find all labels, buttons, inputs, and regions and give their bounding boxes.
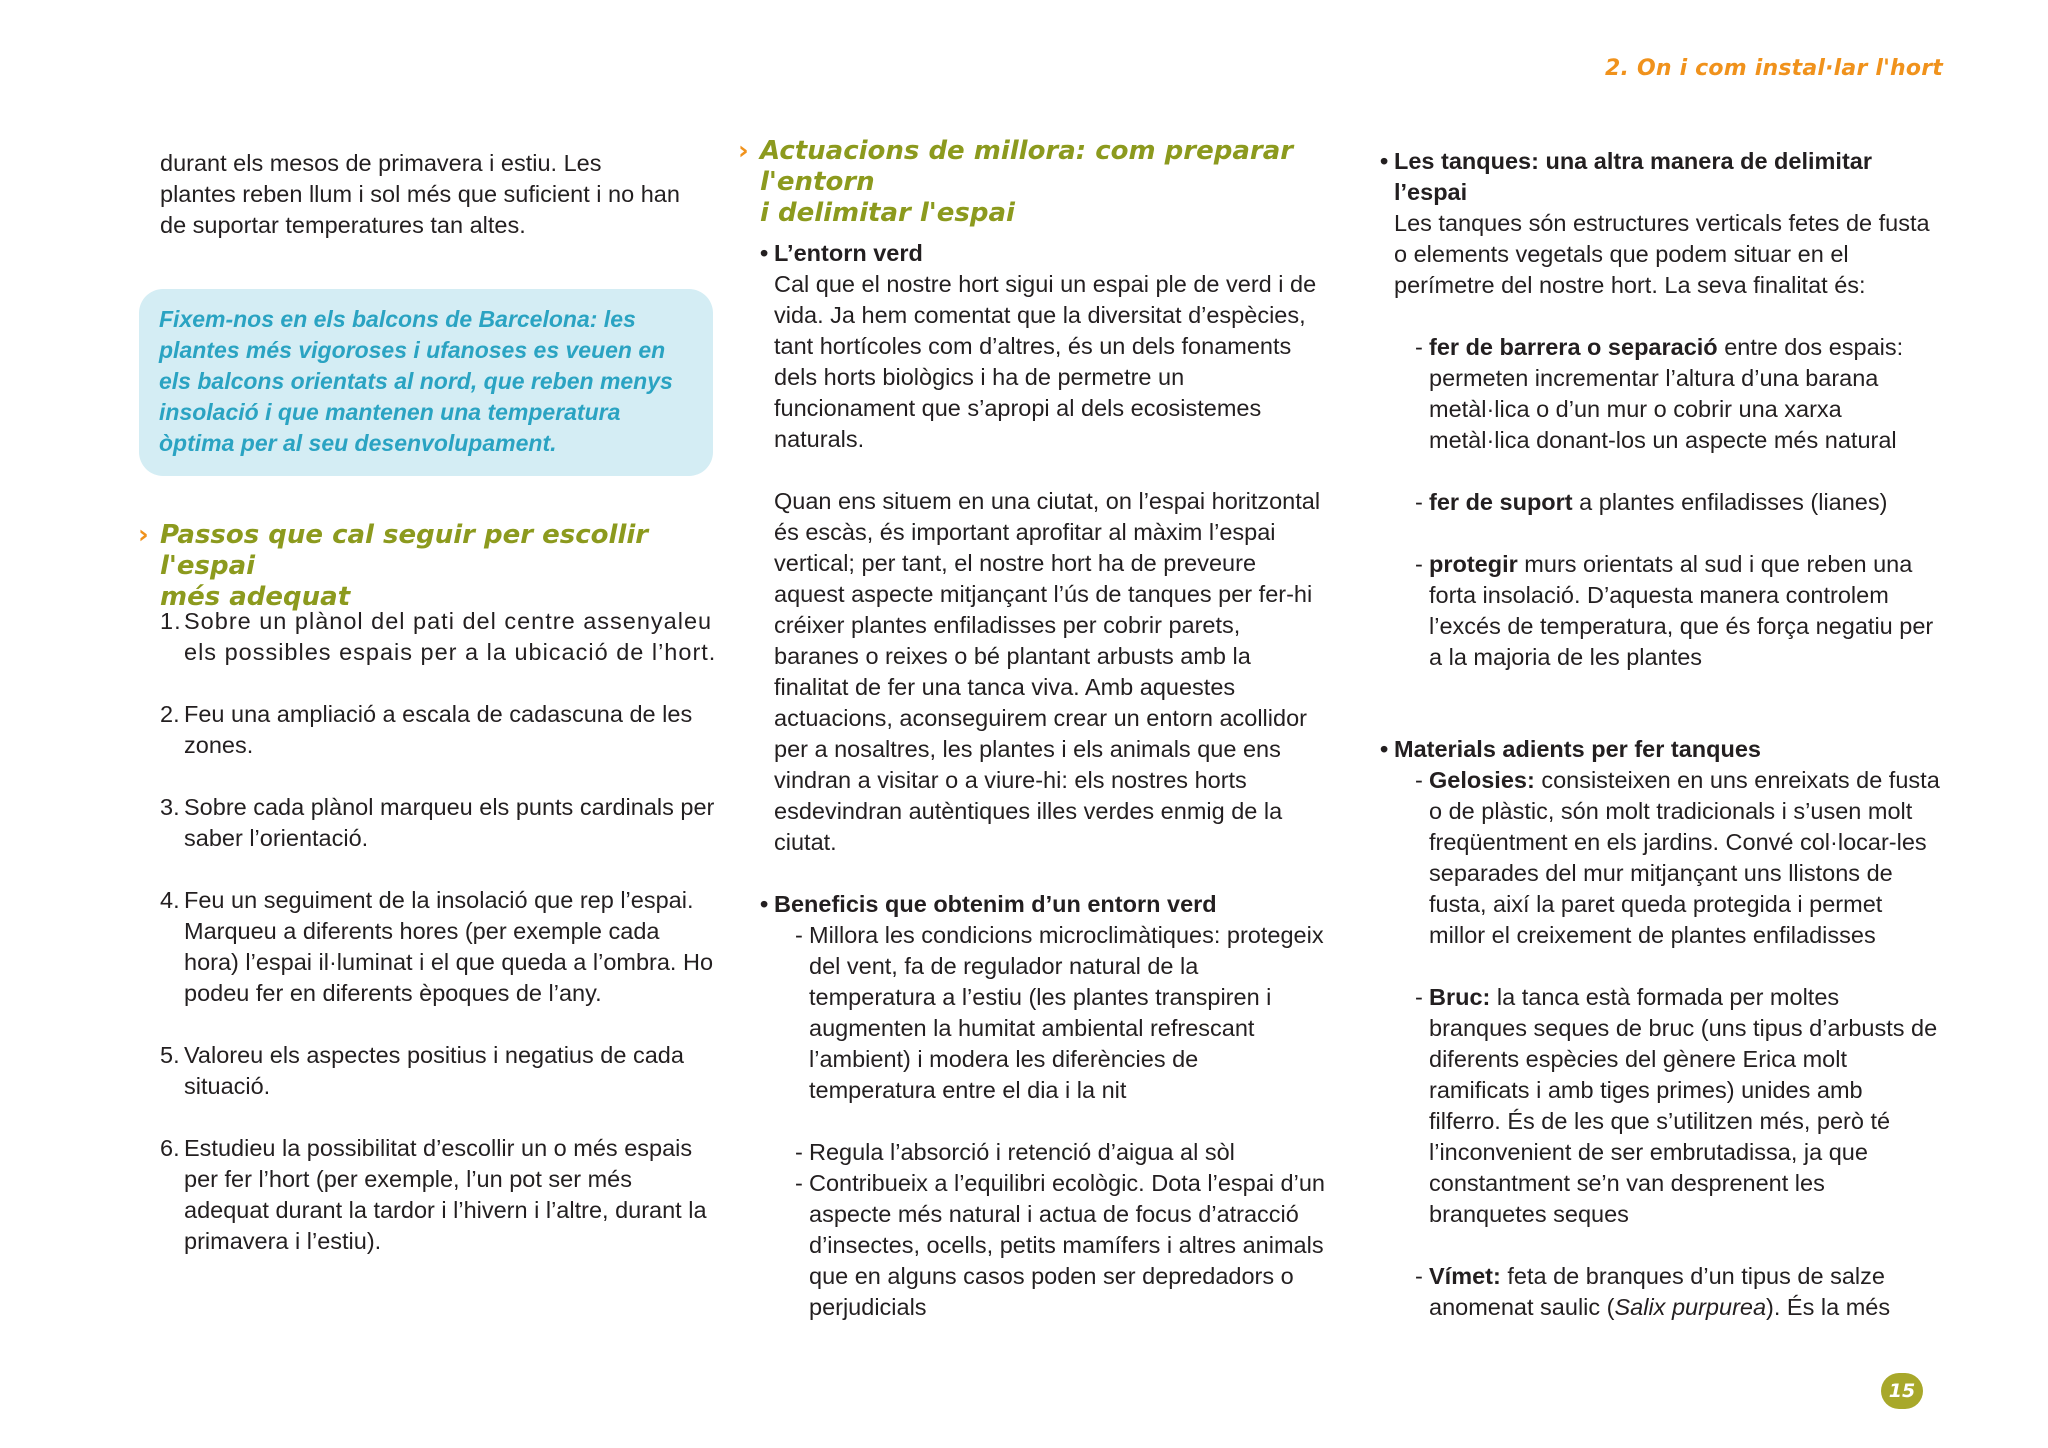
list-item xyxy=(760,920,1330,1106)
step-number: 5. xyxy=(160,1042,180,1068)
step-text: Estudieu la possibilitat d’escollir un o més espais per fer l’hort (per exemple, l’un pot ser més adequat durant la tardor i l’hivern i l’altre, durant la primavera i l’estiu). xyxy=(184,1135,707,1254)
section-heading-actuacions xyxy=(738,136,1330,229)
item-term: fer de suport xyxy=(1429,489,1573,515)
chevron-right-icon: › xyxy=(738,136,749,166)
list-item xyxy=(160,699,720,761)
steps-list xyxy=(160,606,720,1288)
list-item xyxy=(160,606,720,668)
beneficis-section xyxy=(760,889,1330,1323)
dash-icon: - xyxy=(1415,551,1423,577)
dash-icon: - xyxy=(1415,489,1423,515)
step-number: 3. xyxy=(160,794,180,820)
dash-icon: - xyxy=(1415,767,1423,793)
step-text: Feu un seguiment de la insolació que rep l’espai. Marqueu a diferents hores (per exemple cada hora) l’espai il·luminat i el que queda a l’ombra. Ho podeu fer en diferents èpoques de l’any. xyxy=(184,887,714,1006)
bullet-icon: • xyxy=(760,891,769,917)
item-italic: Salix purpurea xyxy=(1614,1294,1767,1320)
list-item xyxy=(160,1133,720,1257)
item-text: a plantes enfiladisses (lianes) xyxy=(1572,489,1888,515)
list-item xyxy=(1380,549,1940,673)
item-text: Millora les condicions microclimàtiques: protegeix del vent, fa de regulador natural de la temperatura a l’estiu (les plantes transpiren i augmenten la humitat ambiental refrescant l’ambient) i modera les diferències de temperatura entre el dia i la nit xyxy=(809,922,1324,1103)
dash-icon: - xyxy=(1415,334,1423,360)
step-number: 4. xyxy=(160,887,180,913)
paragraph: Quan ens situem en una ciutat, on l’espai horitzontal és escàs, és important aprofitar al màxim l’espai vertical; per tant, el nostre hort ha de preveure aquest aspecte mitjançant l’ús de tanques per fer-hi créixer plantes enfiladisses per cobrir parets, baranes o reixes o bé plantant arbusts amb la finalitat de fer una tanca viva. Amb aquestes actuacions, aconseguirem crear un entorn acollidor per a nosaltres, les plantes i els animals que ens vindran a visitar o a viure-hi: els nostres horts esdevindran autèntiques illes verdes enmig de la ciutat. xyxy=(774,488,1321,855)
item-term: Gelosies: xyxy=(1429,767,1535,793)
step-text: Feu una ampliació a escala de cadascuna de les zones. xyxy=(184,701,693,758)
lead-paragraph: durant els mesos de primavera i estiu. Les plantes reben llum i sol més que suficient i no han de suportar temperatures tan altes. xyxy=(160,150,680,238)
subheading-materials xyxy=(1380,734,1940,765)
subheading-text: Materials adients per fer tanques xyxy=(1394,736,1761,762)
item-text: la tanca està formada per moltes branques seques de bruc (uns tipus d’arbusts de diferents espècies del gènere Erica molt ramificats i amb tiges primes) unides amb filferro. És de les que s’utilitzen més, però té l’inconvenient de ser embrutadissa, ja que constantment se’n van desprenent les branquetes seques xyxy=(1429,984,1938,1227)
subheading-text: L’entorn verd xyxy=(774,240,923,266)
running-header: 2. On i com instal·lar l'hort xyxy=(1605,56,1943,81)
subheading-text: Les tanques: una altra manera de delimitar l’espai xyxy=(1394,148,1872,205)
list-item xyxy=(760,1168,1330,1323)
list-item xyxy=(160,1040,720,1102)
step-number: 6. xyxy=(160,1135,180,1161)
bullet-icon: • xyxy=(760,240,769,266)
list-item xyxy=(160,792,720,854)
tanques-section xyxy=(1380,146,1940,673)
step-number: 2. xyxy=(160,701,180,727)
step-text: Sobre un plànol del pati del centre assenyaleu els possibles espais per a la ubicació de l’hort. xyxy=(184,608,717,665)
subheading-tanques xyxy=(1380,146,1940,208)
subheading-entorn xyxy=(760,238,1330,269)
list-item xyxy=(760,1137,1330,1168)
step-text: Valoreu els aspectes positius i negatius de cada situació. xyxy=(184,1042,684,1099)
item-text: ). És la més xyxy=(1766,1294,1891,1320)
heading-line: més adequat xyxy=(160,582,351,612)
section-heading-passos xyxy=(138,520,680,613)
step-text: Sobre cada plànol marqueu els punts cardinals per saber l’orientació. xyxy=(184,794,715,851)
item-text: Regula l’absorció i retenció d’aigua al sòl xyxy=(809,1139,1235,1165)
bullet-icon: • xyxy=(1380,148,1389,174)
dash-icon: - xyxy=(795,1139,803,1165)
item-text: consisteixen en uns enreixats de fusta o de plàstic, són molt tradicionals i s’usen molt freqüentment en els jardins. Convé col·locar-les separades del mur mitjançant uns llistons de fusta, així la paret queda protegida i permet millor el creixement de plantes enfiladisses xyxy=(1429,767,1940,948)
heading-line: i delimitar l'espai xyxy=(760,198,1015,228)
paragraph: Les tanques són estructures verticals fetes de fusta o elements vegetals que podem situar en el perímetre del nostre hort. La seva finalitat és: xyxy=(1394,210,1930,298)
item-term: Vímet: xyxy=(1429,1263,1501,1289)
chevron-right-icon: › xyxy=(138,520,149,550)
list-item xyxy=(1380,1261,1940,1323)
item-text: entre dos espais: permeten incrementar l’altura d’una barana metàl·lica o d’un mur o cobrir una xarxa metàl·lica donant-los un aspecte més natural xyxy=(1429,334,1904,453)
bullet-icon: • xyxy=(1380,736,1389,762)
item-term: protegir xyxy=(1429,551,1518,577)
entorn-verd-section xyxy=(760,238,1330,858)
list-item xyxy=(160,885,720,1009)
dash-icon: - xyxy=(1415,984,1423,1010)
page-number-badge: 15 xyxy=(1881,1373,1923,1409)
item-term: fer de barrera o separació xyxy=(1429,334,1718,360)
heading-line: Actuacions de millora: com preparar l'entorn xyxy=(760,136,1294,197)
list-item xyxy=(1380,982,1940,1230)
dash-icon: - xyxy=(795,922,803,948)
item-text: murs orientats al sud i que reben una forta insolació. D’aquesta manera controlem l’excés de temperatura, que és força negatiu per a la majoria de les plantes xyxy=(1429,551,1934,670)
item-text: feta de branques d’un tipus de salze anomenat saulic ( xyxy=(1429,1263,1885,1320)
subheading-beneficis xyxy=(760,889,1330,920)
step-number: 1. xyxy=(160,608,182,634)
item-text: Contribueix a l’equilibri ecològic. Dota l’espai d’un aspecte més natural i actua de focus d’atracció d’insectes, ocells, petits mamífers i altres animals que en alguns casos poden ser depredadors o perjudicials xyxy=(809,1170,1325,1320)
dash-icon: - xyxy=(795,1170,803,1196)
highlight-note: Fixem-nos en els balcons de Barcelona: les plantes més vigoroses i ufanoses es veuen en els balcons orientats al nord, que reben menys insolació i que mantenen una temperatura òptima per al seu desenvolupament. xyxy=(139,289,713,476)
list-item xyxy=(1380,332,1940,456)
heading-line: Passos que cal seguir per escollir l'espai xyxy=(160,520,649,581)
materials-section xyxy=(1380,734,1940,1323)
paragraph: Cal que el nostre hort sigui un espai ple de verd i de vida. Ja hem comentat que la diversitat d’espècies, tant hortícoles com d’altres, és un dels fonaments dels horts biològics i ha de permetre un funcionament que s’apropi al dels ecosistemes naturals. xyxy=(774,271,1317,452)
list-item xyxy=(1380,487,1940,518)
subheading-text: Beneficis que obtenim d’un entorn verd xyxy=(774,891,1217,917)
item-term: Bruc: xyxy=(1429,984,1491,1010)
dash-icon: - xyxy=(1415,1263,1423,1289)
list-item xyxy=(1380,765,1940,951)
